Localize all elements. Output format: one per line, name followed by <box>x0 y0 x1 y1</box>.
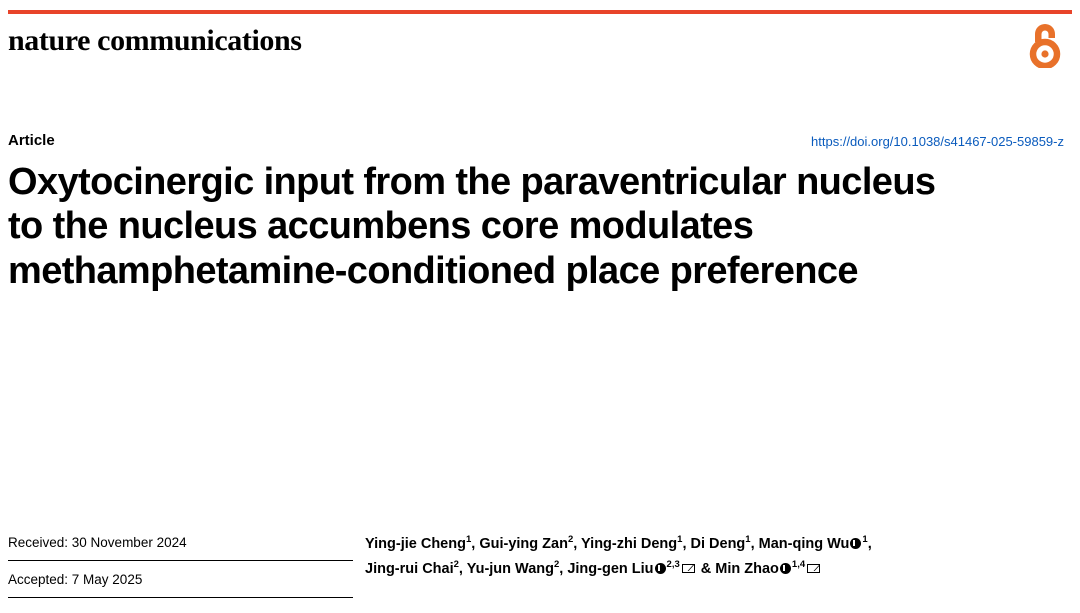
author-chai-affil: 2 <box>453 558 459 570</box>
author-wu-affil: 1 <box>862 534 868 545</box>
author-zan[interactable]: , Gui-ying Zan <box>471 535 568 552</box>
page-title: Oxytocinergic input from the paraventricular nucleus to the nucleus accumbens core modulates methamphetamine-conditioned place preference <box>8 161 936 292</box>
author-line-1 <box>365 532 1064 557</box>
author-liu[interactable]: , Jing-gen Liu <box>559 560 654 577</box>
article-type-label: Article <box>8 132 55 149</box>
journal-masthead: nature communications <box>8 24 302 57</box>
email-icon[interactable] <box>682 564 695 573</box>
author-wang[interactable]: , Yu-jun Wang <box>458 560 554 577</box>
author-deng-di-affil: 1 <box>745 534 751 545</box>
publication-dates <box>8 524 353 598</box>
author-zan-affil: 2 <box>567 534 574 545</box>
author-zhao-affil: 1,4 <box>791 558 806 570</box>
orcid-icon[interactable] <box>655 563 666 574</box>
author-line-1-tail: , <box>867 535 872 552</box>
author-liu-affil: 2,3 <box>666 558 680 570</box>
email-icon[interactable] <box>807 564 820 573</box>
doi-link[interactable]: https://doi.org/10.1038/s41467-025-59859-z <box>811 134 1064 149</box>
author-chai[interactable]: Jing-rui Chai <box>365 560 454 577</box>
author-zhao[interactable]: & Min Zhao <box>700 560 779 577</box>
author-cheng[interactable]: Ying-jie Cheng <box>365 535 466 552</box>
author-wu[interactable]: , Man-qing Wu <box>750 535 850 552</box>
author-wang-affil: 2 <box>553 558 560 570</box>
author-deng-yz-affil: 1 <box>677 534 683 545</box>
author-line-2 <box>365 557 1064 582</box>
orcid-icon[interactable] <box>780 563 791 574</box>
author-cheng-affil: 1 <box>465 534 472 545</box>
author-deng-yz[interactable]: , Ying-zhi Deng <box>573 535 678 552</box>
open-access-icon <box>1026 22 1064 68</box>
received-date: Received: 30 November 2024 <box>8 524 353 561</box>
accepted-date: Accepted: 7 May 2025 <box>8 561 353 598</box>
meta-row <box>8 132 1064 154</box>
brand-rule <box>8 10 1072 14</box>
author-deng-di[interactable]: , Di Deng <box>682 535 746 552</box>
author-list <box>365 532 1064 582</box>
orcid-icon[interactable] <box>850 538 861 549</box>
